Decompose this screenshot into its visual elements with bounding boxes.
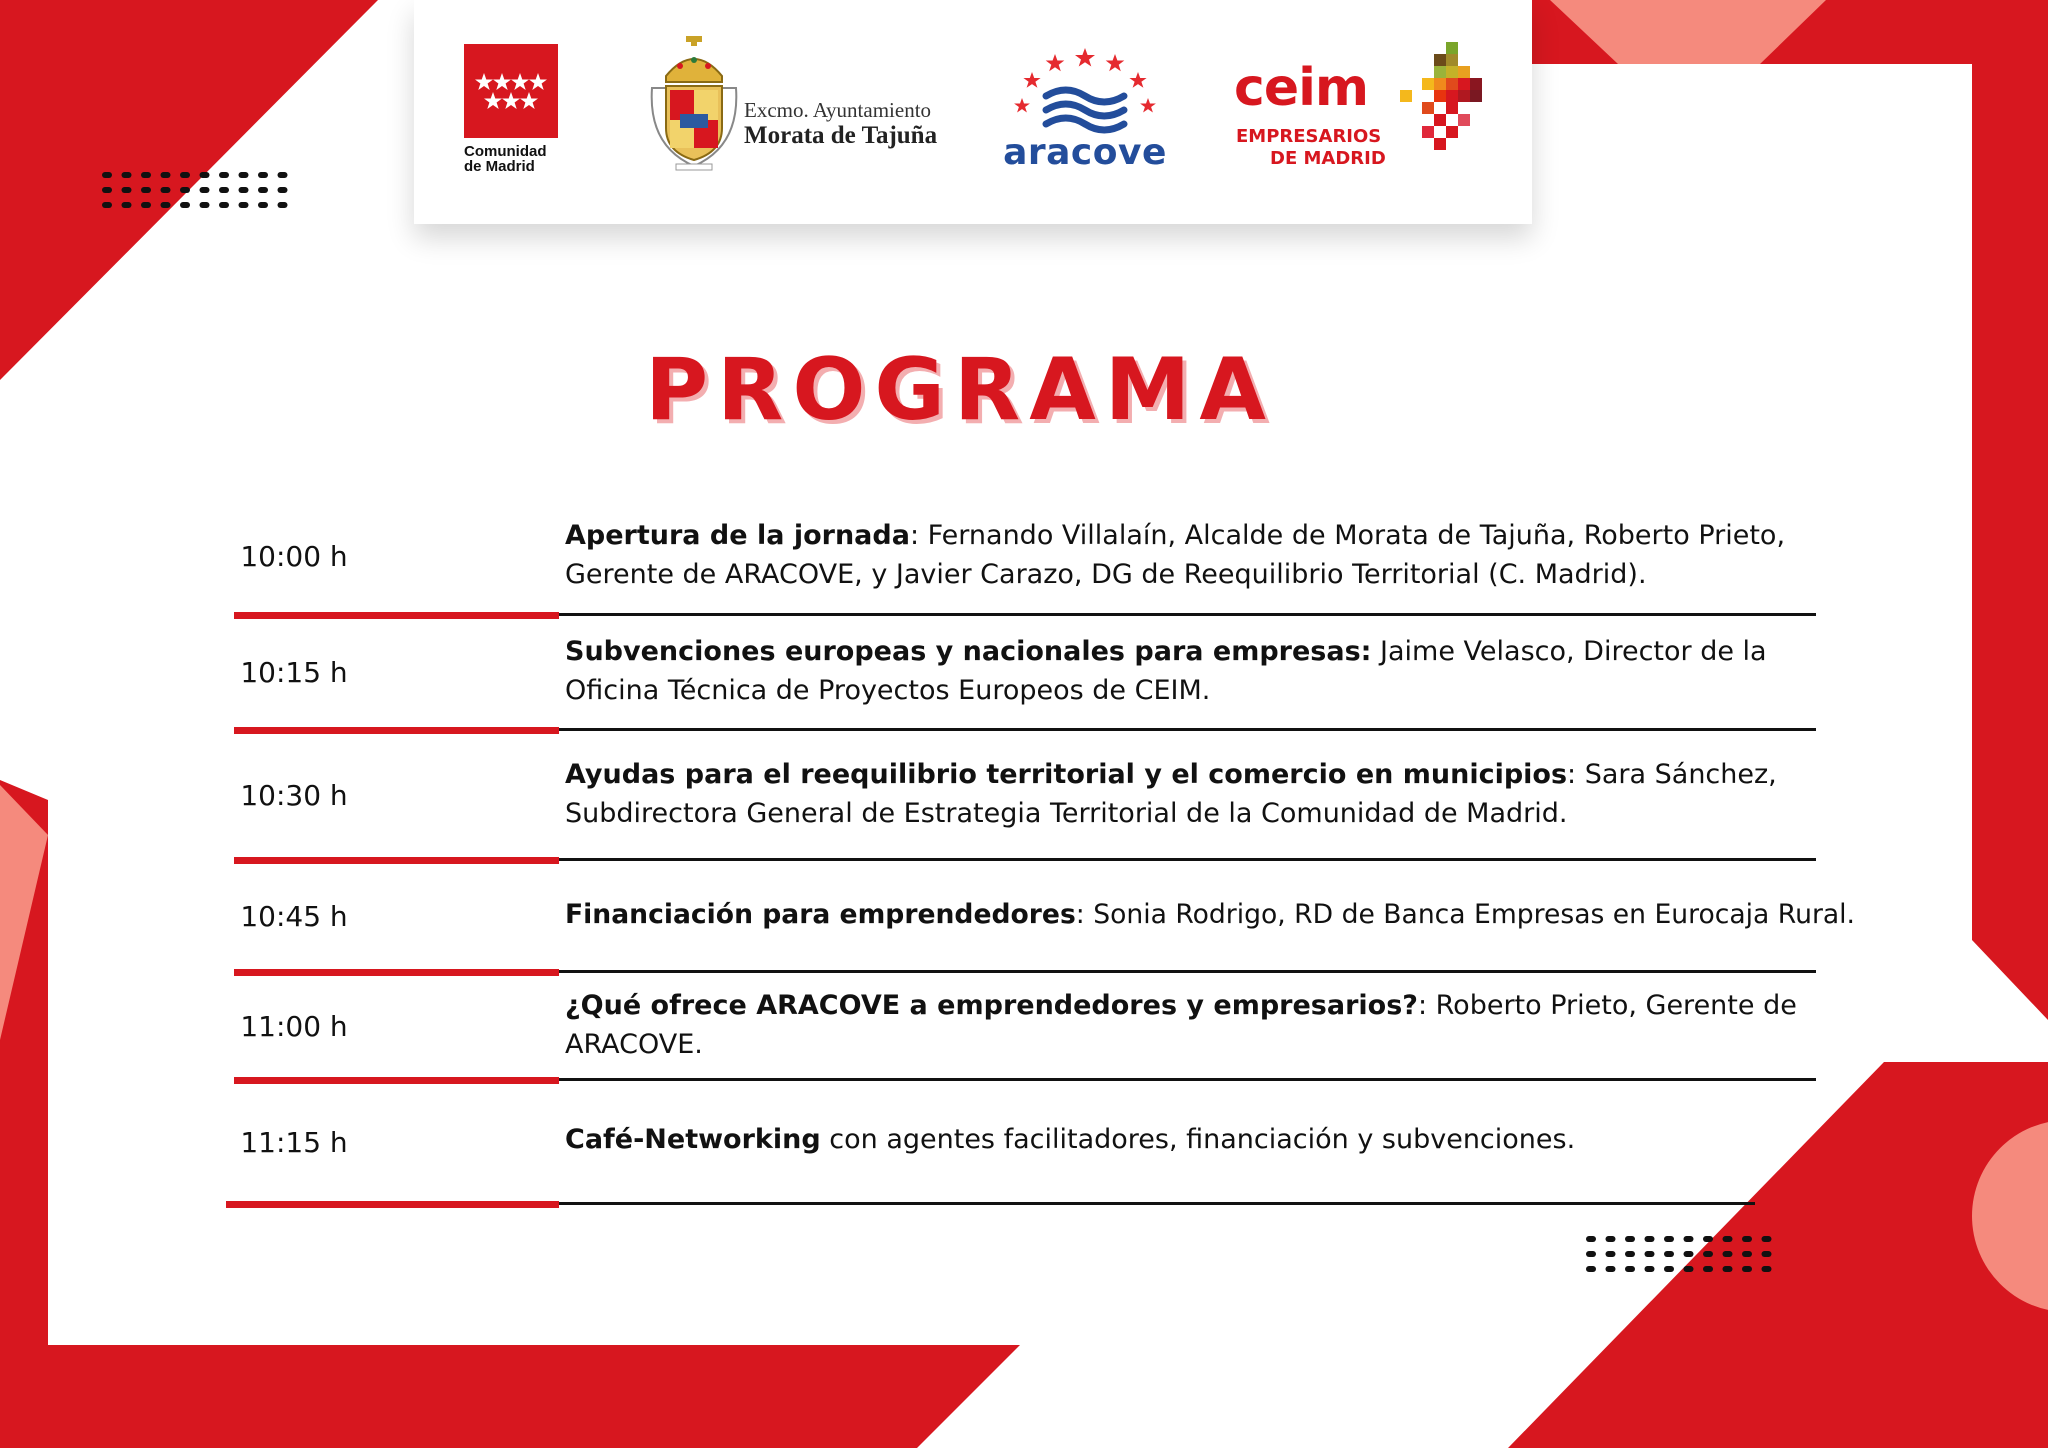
dot-mark <box>278 172 288 178</box>
dot-mark <box>1586 1251 1596 1257</box>
row-divider <box>559 613 1816 616</box>
schedule-time: 11:00 h <box>240 1010 348 1043</box>
schedule-description <box>565 632 1805 710</box>
dot-mark <box>1723 1266 1733 1272</box>
dot-mark <box>1645 1266 1655 1272</box>
schedule-speaker: : Sara Sánchez, Subdirectora General de Estrategia Territorial de la Comunidad de Madrid. <box>565 759 1777 829</box>
row-divider <box>559 1078 1816 1081</box>
schedule-speaker: : Sonia Rodrigo, RD de Banca Empresas en Eurocaja Rural. <box>1075 899 1856 930</box>
dot-mark <box>1703 1251 1713 1257</box>
dot-mark <box>1684 1266 1694 1272</box>
schedule-description <box>565 895 1856 934</box>
schedule-speaker: Jaime Velasco, Director de la Oficina Técnica de Proyectos Europeos de CEIM. <box>565 636 1767 706</box>
dot-mark <box>1625 1251 1635 1257</box>
schedule-speaker: : Fernando Villalaín, Alcalde de Morata de Tajuña, Roberto Prieto, Gerente de ARACOVE, y Javier Carazo, DG de Reequilibrio Territorial (C. Madrid). <box>565 520 1786 590</box>
dot-mark <box>1684 1236 1694 1242</box>
schedule-topic: Financiación para emprendedores <box>565 899 1076 930</box>
dot-mark <box>258 187 268 193</box>
dot-mark <box>102 172 112 178</box>
morata-coat-of-arms-icon <box>646 36 742 176</box>
ceim-wordmark: ceim <box>1234 58 1369 118</box>
dot-mark <box>1645 1251 1655 1257</box>
dot-grid-bottom-right <box>1584 1234 1784 1280</box>
morata-line2: Morata de Tajuña <box>744 122 938 149</box>
dot-mark <box>258 202 268 208</box>
dot-mark <box>1664 1236 1674 1242</box>
dot-mark <box>102 202 112 208</box>
cm-line2: de Madrid <box>464 158 535 175</box>
dot-mark <box>1762 1236 1772 1242</box>
dot-mark <box>1742 1251 1752 1257</box>
aracove-logo <box>1000 44 1170 178</box>
dot-mark <box>122 202 132 208</box>
dot-mark <box>1586 1266 1596 1272</box>
schedule-topic: Café-Networking <box>565 1124 821 1155</box>
bottom-left-red-block <box>0 1345 1020 1448</box>
page-title: PROGRAMA <box>645 340 1275 440</box>
dot-mark <box>1723 1251 1733 1257</box>
dot-mark <box>161 187 171 193</box>
dot-mark <box>180 172 190 178</box>
comunidad-madrid-logo <box>464 44 560 174</box>
dot-mark <box>219 187 229 193</box>
row-divider-accent <box>234 612 559 619</box>
dot-mark <box>278 187 288 193</box>
morata-line1: Excmo. Ayuntamiento <box>744 98 932 122</box>
schedule-time: 10:45 h <box>240 900 348 933</box>
logo-header-panel <box>414 0 1532 224</box>
dot-mark <box>1723 1236 1733 1242</box>
dot-mark <box>1625 1266 1635 1272</box>
dot-mark <box>219 202 229 208</box>
dot-mark <box>1625 1236 1635 1242</box>
row-divider-accent <box>234 969 559 976</box>
dot-mark <box>1684 1251 1694 1257</box>
schedule-time: 10:30 h <box>240 779 348 812</box>
dot-mark <box>1742 1236 1752 1242</box>
dot-mark <box>161 202 171 208</box>
cm-line1: Comunidad <box>464 143 547 160</box>
schedule-topic: Subvenciones europeas y nacionales para empresas: <box>565 636 1372 667</box>
schedule-description <box>565 755 1805 833</box>
dot-mark <box>278 202 288 208</box>
dot-mark <box>141 187 151 193</box>
dot-mark <box>219 172 229 178</box>
dot-mark <box>1762 1251 1772 1257</box>
ceim-logo <box>1234 42 1494 182</box>
schedule-description <box>565 1120 1805 1159</box>
ceim-sub-line2: DE MADRID <box>1270 148 1386 169</box>
schedule-time: 10:15 h <box>240 656 348 689</box>
right-red-band <box>1972 64 2048 1020</box>
dot-mark <box>1606 1236 1616 1242</box>
dot-mark <box>122 172 132 178</box>
dot-mark <box>239 172 249 178</box>
dot-mark <box>1703 1266 1713 1272</box>
dot-mark <box>1664 1266 1674 1272</box>
dot-mark <box>180 187 190 193</box>
morata-de-tajuna-logo <box>646 36 946 176</box>
dot-mark <box>141 172 151 178</box>
dot-mark <box>102 187 112 193</box>
madrid-flag-icon <box>464 44 558 138</box>
row-divider-accent <box>234 1077 559 1084</box>
dot-mark <box>258 172 268 178</box>
ceim-pixel-mosaic-icon <box>1400 42 1490 152</box>
aracove-wordmark: aracove <box>1003 132 1167 173</box>
dot-mark <box>1664 1251 1674 1257</box>
dot-mark <box>1762 1266 1772 1272</box>
dot-mark <box>1645 1236 1655 1242</box>
dot-mark <box>1703 1236 1713 1242</box>
dot-mark <box>1606 1251 1616 1257</box>
dot-mark <box>200 187 210 193</box>
dot-mark <box>1586 1236 1596 1242</box>
dot-mark <box>200 172 210 178</box>
dot-mark <box>1606 1266 1616 1272</box>
row-divider <box>559 858 1816 861</box>
row-divider <box>559 728 1816 731</box>
schedule-speaker: : Roberto Prieto, Gerente de ARACOVE. <box>565 990 1797 1060</box>
schedule-description <box>565 986 1805 1064</box>
schedule-topic: ¿Qué ofrece ARACOVE a emprendedores y empresarios? <box>565 990 1418 1021</box>
row-divider-accent <box>234 857 559 864</box>
schedule-time: 10:00 h <box>240 540 348 573</box>
aracove-stars-waves-icon <box>1000 44 1170 134</box>
row-divider-accent <box>234 727 559 734</box>
schedule-speaker: con agentes facilitadores, financiación y subvenciones. <box>820 1124 1576 1155</box>
schedule-time: 11:15 h <box>240 1126 348 1159</box>
dot-mark <box>239 187 249 193</box>
dot-grid-top-left <box>100 170 300 216</box>
schedule-topic: Ayudas para el reequilibrio territorial y el comercio en municipios <box>565 759 1568 790</box>
dot-mark <box>239 202 249 208</box>
row-divider <box>559 970 1816 973</box>
dot-mark <box>122 187 132 193</box>
dot-mark <box>200 202 210 208</box>
dot-mark <box>141 202 151 208</box>
row-divider-accent <box>226 1201 559 1208</box>
comunidad-madrid-wordmark <box>464 144 560 174</box>
dot-mark <box>1742 1266 1752 1272</box>
row-divider <box>559 1202 1755 1205</box>
schedule-topic: Apertura de la jornada <box>565 520 910 551</box>
schedule-description <box>565 516 1805 594</box>
dot-mark <box>161 172 171 178</box>
ceim-sub-line1: EMPRESARIOS <box>1236 126 1382 147</box>
dot-mark <box>180 202 190 208</box>
